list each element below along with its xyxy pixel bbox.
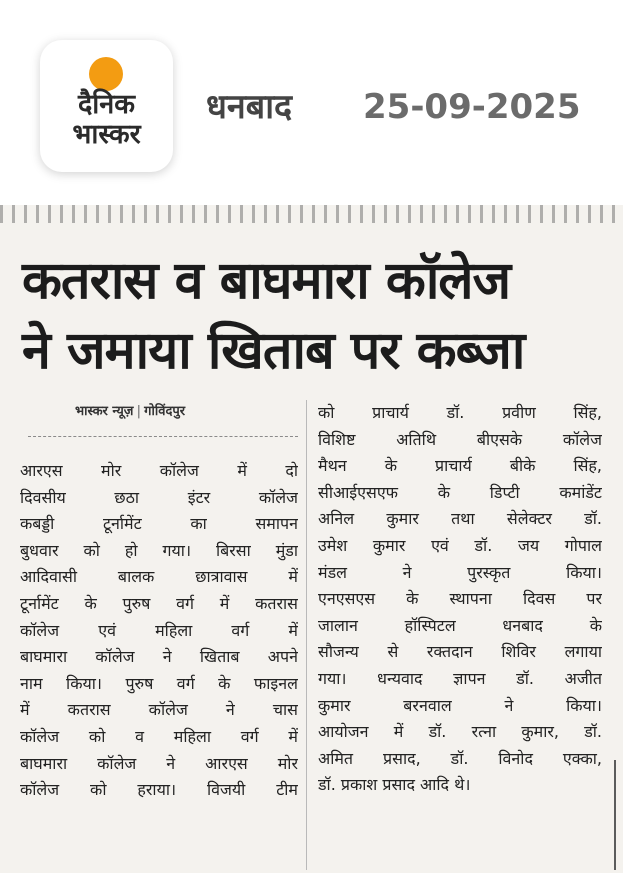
text-line: बाघमारा कॉलेज ने आरएस मोर (20, 753, 298, 773)
text-line: बुधवार को हो गया। बिरसा मुंडा (20, 540, 298, 560)
text-line: गया। धन्यवाद ज्ञापन डॉ. अजीत (318, 668, 602, 688)
text-line: कुमार बरनवाल ने किया। (318, 695, 602, 715)
text-line: नाम किया। पुरुष वर्ग के फाइनल (20, 673, 298, 693)
text-line: टूर्नामेंट के पुरुष वर्ग में कतरास (20, 593, 298, 613)
article-column-right (318, 400, 602, 799)
clipping-cut-edge (0, 205, 623, 223)
text-line: आदिवासी बालक छात्रावास में (20, 567, 298, 587)
epaper-header (0, 0, 623, 200)
text-line: दिवसीय छठा इंटर कॉलेज (20, 487, 298, 507)
byline-source: भास्कर न्यूज़ (75, 404, 134, 419)
text-line: एनएसएस के स्थापना दिवस पर (318, 589, 602, 609)
sun-icon (89, 57, 123, 91)
article-column-left (20, 458, 298, 804)
text-line: कॉलेज को व महिला वर्ग में (20, 726, 298, 746)
byline-rule (28, 436, 298, 437)
text-line: बाघमारा कॉलेज ने खिताब अपने (20, 647, 298, 667)
edition-city: धनबाद (206, 87, 293, 127)
text-line: अमित प्रसाद, डॉ. विनोद एक्का, (318, 748, 602, 768)
byline (75, 401, 185, 423)
headline-line-1: कतरास व बाघमारा कॉलेज (22, 251, 511, 311)
byline-place: गोविंदपुर (144, 404, 186, 419)
text-line: डॉ. प्रकाश प्रसाद आदि थे। (318, 775, 471, 795)
text-line: आरएस मोर कॉलेज में दो (20, 461, 298, 480)
text-line: में कतरास कॉलेज ने चास (20, 700, 298, 720)
byline-separator: | (136, 404, 142, 419)
text-line: उमेश कुमार एवं डॉ. जय गोपाल (318, 535, 602, 555)
text-line: कबड्डी टूर्नामेंट का समापन (20, 514, 298, 534)
text-line: सौजन्य से रक्तदान शिविर लगाया (318, 642, 602, 662)
dainik-bhaskar-logo[interactable] (40, 40, 173, 172)
logo-text-line2: भास्कर (72, 119, 141, 150)
text-line: सीआईएसएफ के डिप्टी कमांडेंट (318, 482, 602, 502)
text-line: मैथन के प्राचार्य बीके सिंह, (318, 456, 602, 476)
text-line: जालान हॉस्पिटल धनबाद के (318, 615, 602, 635)
headline-line-2: ने जमाया खिताब पर कब्जा (22, 321, 525, 381)
text-line: कॉलेज को हराया। विजयी टीम (20, 780, 298, 800)
text-line: कॉलेज एवं महिला वर्ग में (20, 620, 298, 640)
logo-text-line1: दैनिक (77, 89, 136, 120)
text-line: को प्राचार्य डॉ. प्रवीण सिंह, (318, 403, 602, 422)
text-line: अनिल कुमार तथा सेलेक्टर डॉ. (318, 509, 602, 529)
column-divider (306, 400, 307, 870)
text-line: विशिष्ट अतिथि बीएसके कॉलेज (318, 429, 602, 449)
text-line: आयोजन में डॉ. रत्ना कुमार, डॉ. (318, 722, 602, 742)
clipping-right-edge (614, 760, 616, 870)
edition-date: 25-09-2025 (363, 87, 581, 127)
text-line: मंडल ने पुरस्कृत किया। (318, 562, 602, 582)
